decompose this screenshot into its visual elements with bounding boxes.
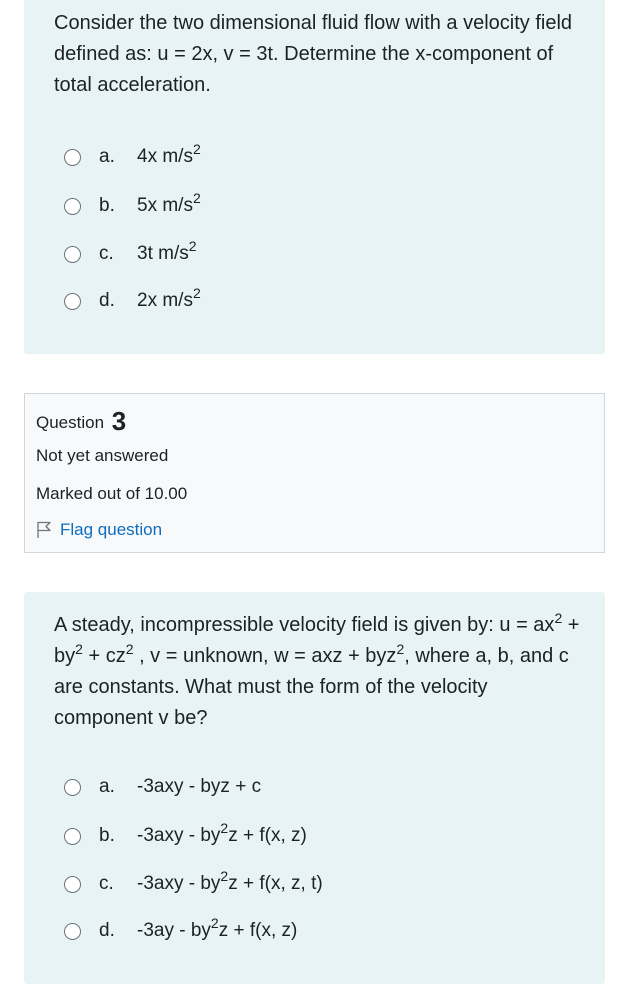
question-2-text: Consider the two dimensional fluid flow with a velocity field defined as: u = 2x, v = 3t. Determine the x-component of total acceleration. xyxy=(54,12,573,96)
radio-button[interactable] xyxy=(64,876,81,893)
flag-question-link[interactable] xyxy=(36,520,162,540)
answer-letter: d. xyxy=(99,290,115,311)
answer-option-d[interactable] xyxy=(64,286,201,316)
answer-text: $-3axy - by^2z + f(x$, z, t) xyxy=(137,868,323,894)
flag-question-label: Flag question xyxy=(60,520,163,539)
answer-text: -3axy - byz + c xyxy=(137,776,262,797)
answer-letter: c. xyxy=(99,243,114,264)
answer-option-b[interactable] xyxy=(64,191,201,221)
answer-text: 4x $m/s^2$ xyxy=(137,141,201,167)
answer-letter: b. xyxy=(99,825,115,846)
question-3-info xyxy=(24,393,605,553)
radio-button[interactable] xyxy=(64,923,81,940)
answer-option-c[interactable] xyxy=(64,239,197,269)
radio-button[interactable] xyxy=(64,198,81,215)
answer-option-d[interactable] xyxy=(64,916,297,946)
answer-letter: a. xyxy=(99,146,115,167)
answer-letter: d. xyxy=(99,920,115,941)
answer-text: 2x $m/s^2$ xyxy=(137,285,201,311)
answer-text: $-3ay - by^2z + f(x$, z) xyxy=(137,915,298,941)
answer-text: 3t $m/s^2$ xyxy=(137,238,197,264)
question-grade: Marked out of 10.00 xyxy=(36,484,188,503)
question-state: Not yet answered xyxy=(36,446,169,465)
answer-option-a[interactable] xyxy=(64,772,261,802)
question-3-text: A steady, incompressible velocity field is given by: $u = ax^2 + by^2 + cz^2$ , v = unknown, w = axz + byz$^2$, where a, b, and c are constants. What must the form of the velocity component v be? xyxy=(54,610,580,729)
answer-option-b[interactable] xyxy=(64,821,307,851)
radio-button[interactable] xyxy=(64,779,81,796)
radio-button[interactable] xyxy=(64,293,81,310)
radio-button[interactable] xyxy=(64,828,81,845)
radio-button[interactable] xyxy=(64,246,81,263)
answer-option-c[interactable] xyxy=(64,869,323,899)
radio-button[interactable] xyxy=(64,149,81,166)
answer-option-a[interactable] xyxy=(64,142,201,172)
flag-icon xyxy=(36,521,52,539)
answer-text: 5x $m/s^2$ xyxy=(137,190,201,216)
answer-letter: a. xyxy=(99,776,115,797)
question-number: Question 3 xyxy=(36,406,127,436)
answer-text: $-3axy - by^2z + f(x$, z) xyxy=(137,820,307,846)
question-2-content xyxy=(24,0,605,354)
answer-letter: c. xyxy=(99,873,114,894)
answer-letter: b. xyxy=(99,195,115,216)
question-3-content xyxy=(24,592,605,984)
